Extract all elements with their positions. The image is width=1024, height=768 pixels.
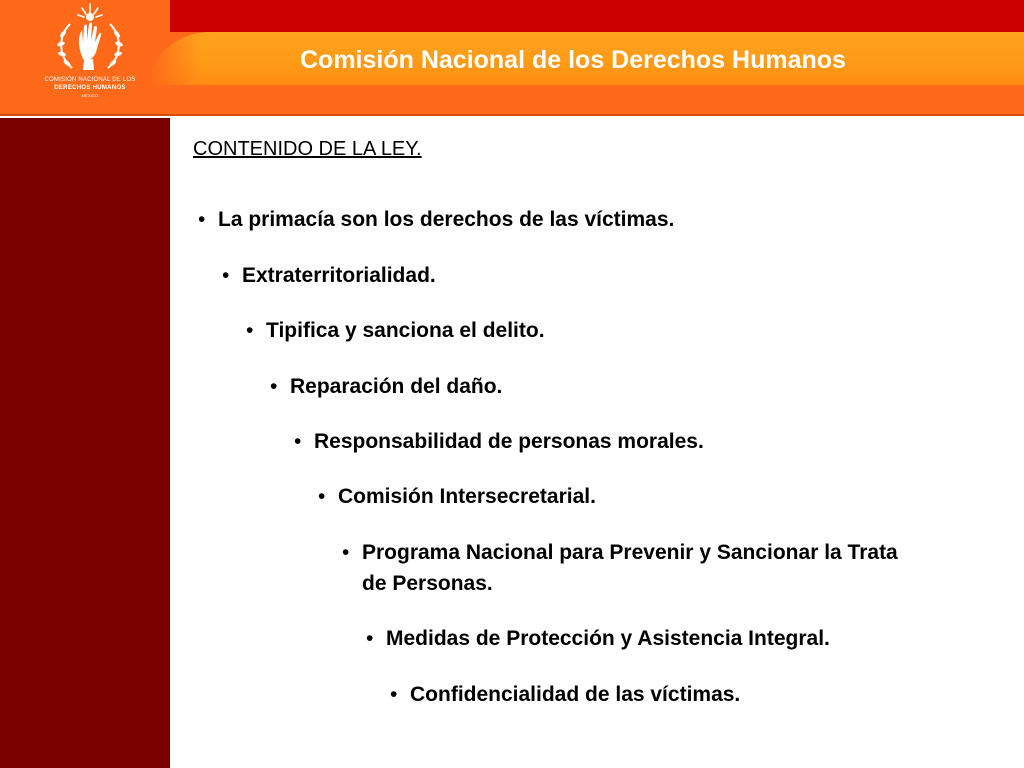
list-item: [366, 623, 830, 654]
bullet-dot: •: [366, 627, 374, 650]
bullet-dot: •: [390, 683, 398, 706]
list-item: [294, 426, 704, 457]
bullet-dot: •: [270, 375, 278, 398]
list-item: [318, 481, 596, 512]
list-item-text: Responsabilidad de personas morales.: [314, 430, 704, 453]
bullet-dot: •: [246, 319, 254, 342]
logo-text-line2: DERECHOS HUMANOS: [54, 85, 126, 91]
logo-text-line3: MÉXICO: [81, 93, 99, 98]
list-item-text: Extraterritorialidad.: [242, 264, 436, 287]
header-stripe-fade: [150, 32, 200, 85]
list-item: [198, 204, 674, 235]
bullet-dot: •: [198, 208, 206, 231]
sidebar-panel: [0, 118, 170, 768]
list-item: [270, 371, 502, 402]
list-item-text: La primacía son los derechos de las víctimas.: [218, 208, 675, 231]
bullet-dot: •: [318, 485, 326, 508]
content-heading: CONTENIDO DE LA LEY.: [193, 138, 422, 160]
logo: [30, 2, 150, 112]
list-item-text: Reparación del daño.: [290, 375, 503, 398]
bullet-dot: •: [294, 430, 302, 453]
list-item-text: Confidencialidad de las víctimas.: [410, 683, 741, 706]
header-title: Comisión Nacional de los Derechos Humanos: [300, 46, 846, 74]
list-item-text: Medidas de Protección y Asistencia Integral.: [386, 627, 830, 650]
list-item: [342, 537, 922, 599]
cndh-hand-emblem-icon: [30, 2, 150, 77]
list-item-text: Comisión Intersecretarial.: [338, 485, 596, 508]
list-item: [390, 679, 740, 710]
list-item-text: Tipifica y sanciona el delito.: [266, 319, 545, 342]
list-item-text: Programa Nacional para Prevenir y Sancionar la Trata de Personas.: [362, 541, 898, 595]
bullet-dot: •: [222, 264, 230, 287]
bullet-dot: •: [342, 541, 350, 564]
header-red-band: [170, 0, 1024, 32]
list-item: [246, 315, 545, 346]
header-bar: [0, 0, 1024, 116]
logo-text-line1: COMISIÓN NACIONAL DE LOS: [44, 77, 136, 83]
list-item: [222, 260, 436, 291]
